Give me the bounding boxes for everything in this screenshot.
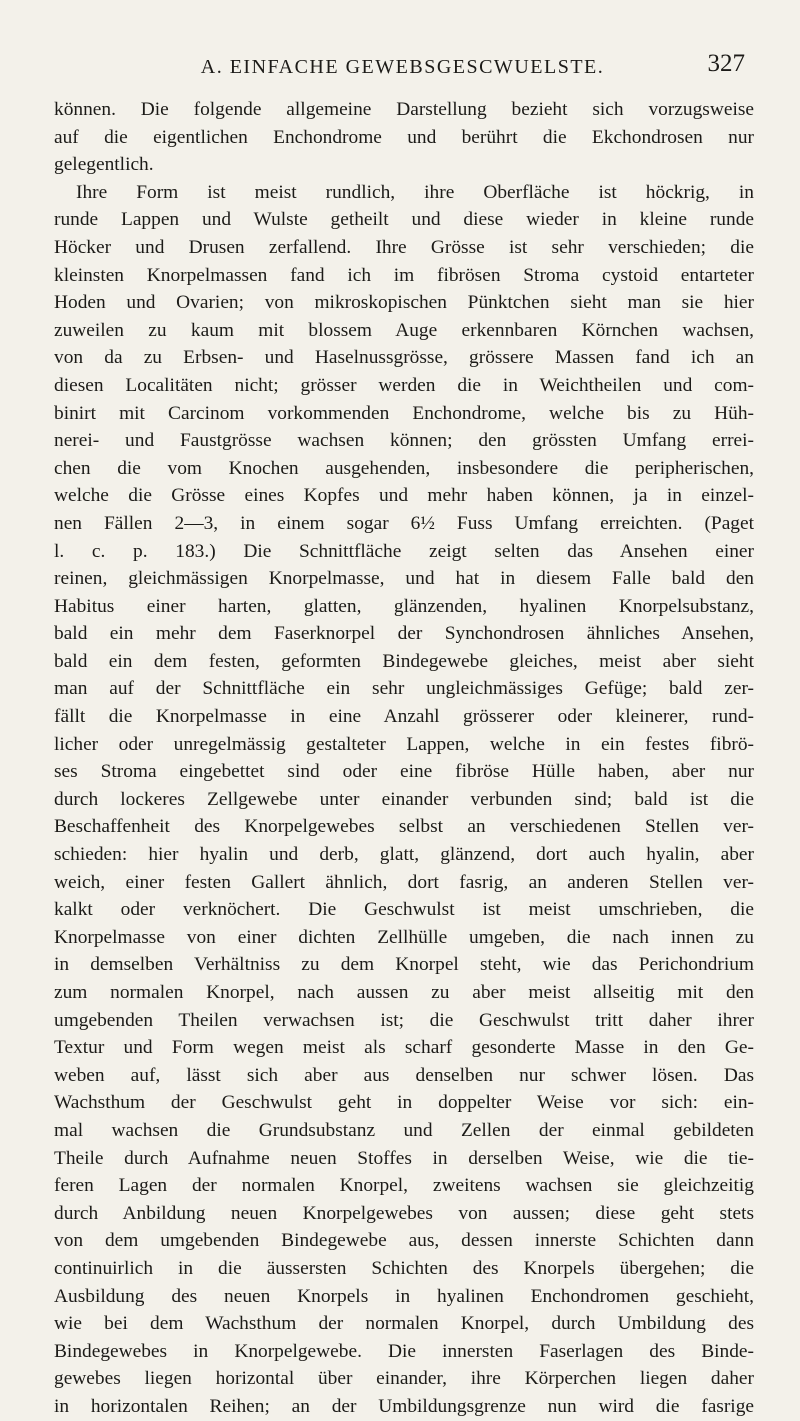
text-line: Habitus einer harten, glatten, glänzenden, hyalinen Knorpelsubstanz, <box>54 595 754 617</box>
text-line: ses Stroma eingebettet sind oder eine fibröse Hülle haben, aber nur <box>54 761 754 783</box>
text-line: weben auf, lässt sich aber aus denselben nur schwer lösen. Das <box>54 1064 754 1086</box>
text-line: nen Fällen 2—3, in einem sogar 6½ Fuss Umfang erreichten. (Paget <box>54 512 754 534</box>
text-line: schieden: hier hyalin und derb, glatt, glänzend, dort auch hyalin, aber <box>54 844 754 866</box>
text-line: von da zu Erbsen- und Haselnussgrösse, grössere Massen fand ich an <box>54 347 754 369</box>
page-header <box>60 50 745 86</box>
text-line: von dem umgebenden Bindegewebe aus, dessen innerste Schichten dann <box>54 1230 754 1252</box>
text-line: diesen Localitäten nicht; grösser werden die in Weichtheilen und com- <box>54 374 754 396</box>
text-line: continuirlich in die äussersten Schichten des Knorpels übergehen; die <box>54 1257 754 1279</box>
text-line: Textur und Form wegen meist als scharf gesonderte Masse in den Ge- <box>54 1037 754 1059</box>
text-line: runde Lappen und Wulste getheilt und diese wieder in kleine runde <box>54 209 754 231</box>
text-line: Wachsthum der Geschwulst geht in doppelter Weise vor sich: ein- <box>54 1092 754 1114</box>
text-line: in demselben Verhältniss zu dem Knorpel steht, wie das Perichondrium <box>54 954 754 976</box>
text-line: reinen, gleichmässigen Knorpelmasse, und hat in diesem Falle bald den <box>54 568 754 590</box>
text-line: umgebenden Theilen verwachsen ist; die Geschwulst tritt daher ihrer <box>54 1009 754 1031</box>
text-line: Ausbildung des neuen Knorpels in hyalinen Enchondromen geschieht, <box>54 1285 754 1307</box>
text-line: gelegentlich. <box>54 154 154 176</box>
text-line: zum normalen Knorpel, nach aussen zu aber meist allseitig mit den <box>54 982 754 1003</box>
text-line: kalkt oder verknöchert. Die Geschwulst ist meist umschrieben, die <box>54 899 754 921</box>
text-line: binirt mit Carcinom vorkommenden Enchondrome, welche bis zu Hüh- <box>54 402 754 424</box>
text-line: bald ein mehr dem Faserknorpel der Synchondrosen ähnliches Ansehen, <box>54 623 754 645</box>
text-line: Hoden und Ovarien; von mikroskopischen Pünktchen sieht man sie hier <box>54 292 754 314</box>
text-line: durch Anbildung neuen Knorpelgewebes von aussen; diese geht stets <box>54 1202 754 1224</box>
text-line: auf die eigentlichen Enchondrome und berührt die Ekchondrosen nur <box>54 126 754 148</box>
text-line: welche die Grösse eines Kopfes und mehr haben können, ja in einzel- <box>54 485 754 507</box>
text-line: mal wachsen die Grundsubstanz und Zellen der einmal gebildeten <box>54 1119 754 1141</box>
text-line: chen die vom Knochen ausgehenden, insbesondere die peripherischen, <box>54 457 754 479</box>
text-line: wie bei dem Wachsthum der normalen Knorpel, durch Umbildung des <box>54 1313 754 1335</box>
text-line: bald ein dem festen, geformten Bindegewebe gleiches, meist aber sieht <box>54 650 754 672</box>
text-line: Knorpelmasse von einer dichten Zellhülle umgeben, die nach innen zu <box>54 926 754 948</box>
running-head: A. EINFACHE GEWEBSGESCWUELSTE. <box>200 56 605 78</box>
text-line: man auf der Schnittfläche ein sehr ungleichmässiges Gefüge; bald zer- <box>54 678 754 700</box>
text-line: Theile durch Aufnahme neuen Stoffes in derselben Weise, wie die tie- <box>54 1147 754 1169</box>
text-line: licher oder unregelmässig gestalteter Lappen, welche in ein festes fibrö- <box>54 733 754 755</box>
text-line: fällt die Knorpelmasse in eine Anzahl grösserer oder kleinerer, rund- <box>54 706 754 728</box>
text-line: zuweilen zu kaum mit blossem Auge erkennbaren Körnchen wachsen, <box>54 319 754 341</box>
text-line: l. c. p. 183.) Die Schnittfläche zeigt selten das Ansehen einer <box>54 540 754 562</box>
text-line: Ihre Form ist meist rundlich, ihre Oberfläche ist höckrig, in <box>76 181 754 203</box>
text-line: nerei- und Faustgrösse wachsen können; den grössten Umfang errei- <box>54 430 754 452</box>
page-number: 327 <box>707 50 745 77</box>
text-line: Bindegewebes in Knorpelgewebe. Die innersten Faserlagen des Binde- <box>54 1340 754 1362</box>
body-text <box>54 96 754 1421</box>
text-line: durch lockeres Zellgewebe unter einander verbunden sind; bald ist die <box>54 788 754 810</box>
text-line: weich, einer festen Gallert ähnlich, dort fasrig, an anderen Stellen ver- <box>54 871 754 893</box>
text-line: können. Die folgende allgemeine Darstellung bezieht sich vorzugsweise <box>54 99 754 120</box>
text-line: feren Lagen der normalen Knorpel, zweitens wachsen sie gleichzeitig <box>54 1175 754 1197</box>
text-line: kleinsten Knorpelmassen fand ich im fibrösen Stroma cystoid entarteter <box>54 264 754 286</box>
text-line: in horizontalen Reihen; an der Umbildungsgrenze nun wird die fasrige <box>54 1395 754 1417</box>
text-line: gewebes liegen horizontal über einander, ihre Körperchen liegen daher <box>54 1368 754 1390</box>
text-line: Beschaffenheit des Knorpelgewebes selbst an verschiedenen Stellen ver- <box>54 816 754 838</box>
text-line: Höcker und Drusen zerfallend. Ihre Grösse ist sehr verschieden; die <box>54 236 754 258</box>
